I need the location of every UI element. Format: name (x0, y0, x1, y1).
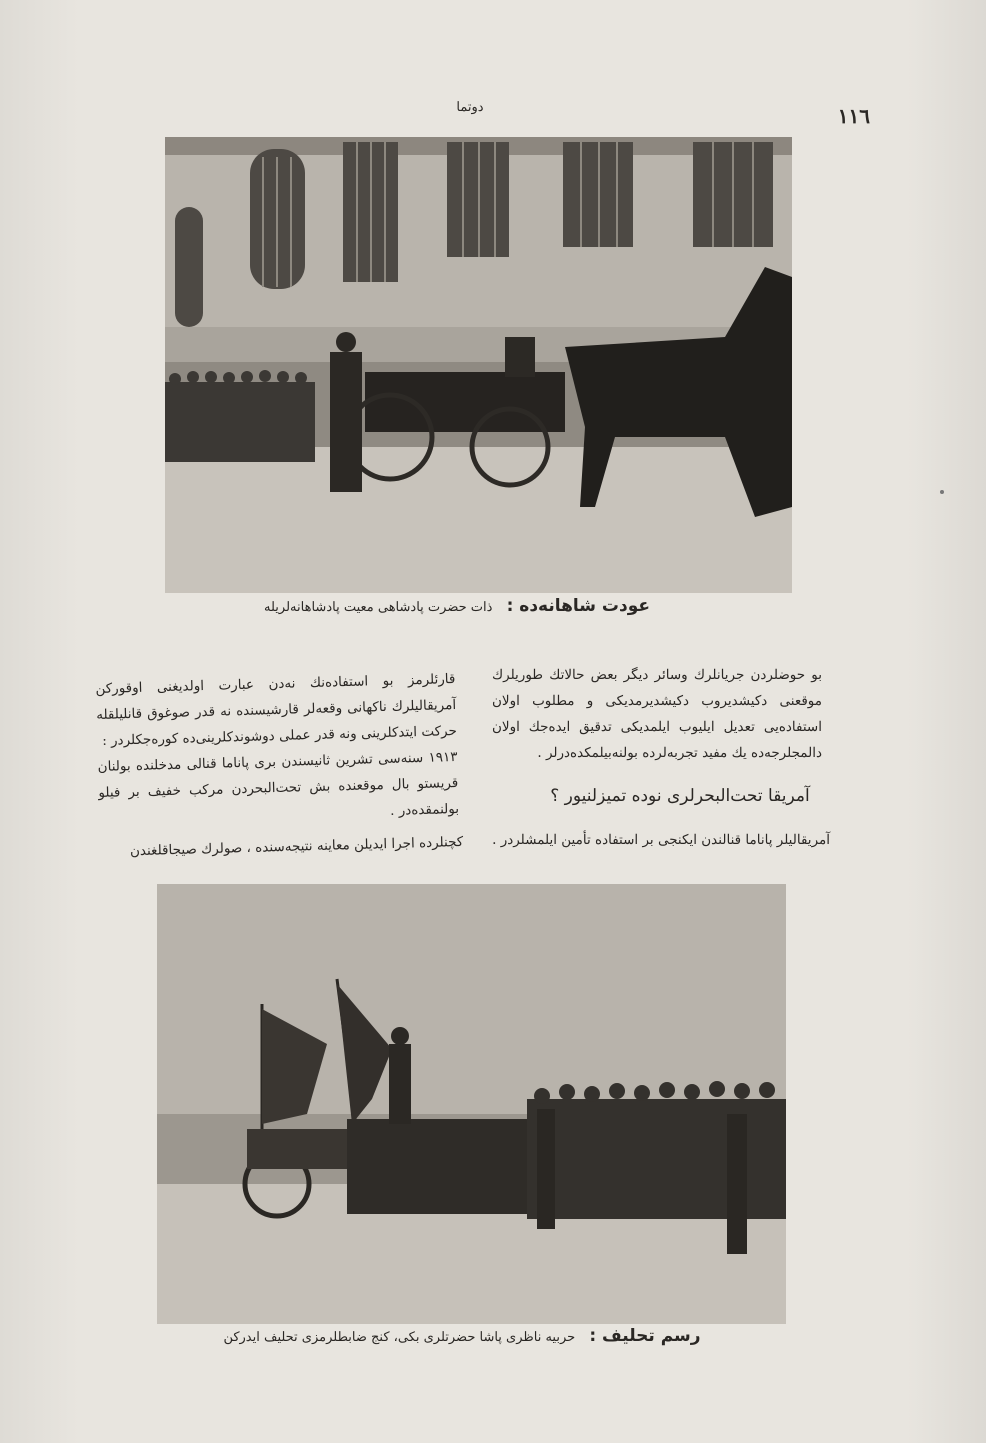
running-title: دوتما (456, 100, 484, 115)
page-speck (940, 490, 944, 494)
photo-oath-ceremony (157, 884, 786, 1324)
left-column-paragraph-1: قارئلرمز بو استفاده‌نك نه‌دن عبارت اولدیغنی اوقورکن آمریقالیلرك ناکهانی وقعه‌لر قارشیسنده نه قدر صوغوق قانلیلقله حرکت ایتدکلرینی ونه قدر عملی دوشوندکلرینی‌ده کوره‌جکلردر : (95, 670, 458, 749)
left-column-paragraph-2: ۱۹۱۳ سنه‌سی تشرین ثانیسندن بری پاناما قنالی مدخلنده بولنان قریستو بال موقعنده بش تحت‌البحردن مرکب خفیف بر فیلو بولنمقده‌در . (97, 748, 460, 819)
top-photo-caption (264, 596, 650, 616)
right-column-last-line: آمریقالیلر پاناما قنالندن ایکنجی بر استفاده تأمین ایلمشلردر . (492, 832, 830, 848)
left-column-last-line: کچنلرده اجرا ایدیلن معاینه نتیجه‌سنده ، صولرك صیجاقلغندن (129, 834, 464, 860)
bottom-caption-text: حربیه ناظری پاشا حضرتلری بکی، کنج ضابطلرمزی تحلیف ایدرکن (223, 1330, 576, 1345)
bottom-photo-caption (222, 1326, 702, 1346)
right-column-paragraph: بو حوضلردن جریانلرك وسائر دیگر بعض حالاتك طوریلرك موقعنی دکیشدیروب دکیشدیرمدیکی و مطلوب اولان استفاده‌یی تعدیل ایلیوب ایلمدیکی تدقیق ایده‌جك اولان دالمجلرجه‌ده یك مفید تجربه‌لرده بولنه‌بیلمکده‌درلر . (492, 667, 822, 761)
ceremony-photo-illustration (157, 884, 786, 1324)
section-subheading: آمریقا تحت‌البحرلری نوده تمیزلنیور ؟ (550, 786, 810, 806)
right-column (492, 662, 822, 766)
top-caption-title: عودت شاهانه‌ده : (506, 596, 650, 616)
carriage-photo-illustration (165, 137, 792, 593)
page-number: ۱۱٦ (837, 104, 870, 128)
photo-royal-carriage (165, 137, 792, 593)
bottom-caption-title: رسم تحلیف : (589, 1326, 701, 1346)
left-column (95, 666, 459, 832)
top-caption-text: ذات حضرت پادشاهی معیت پادشاهانه‌لریله (264, 600, 493, 615)
